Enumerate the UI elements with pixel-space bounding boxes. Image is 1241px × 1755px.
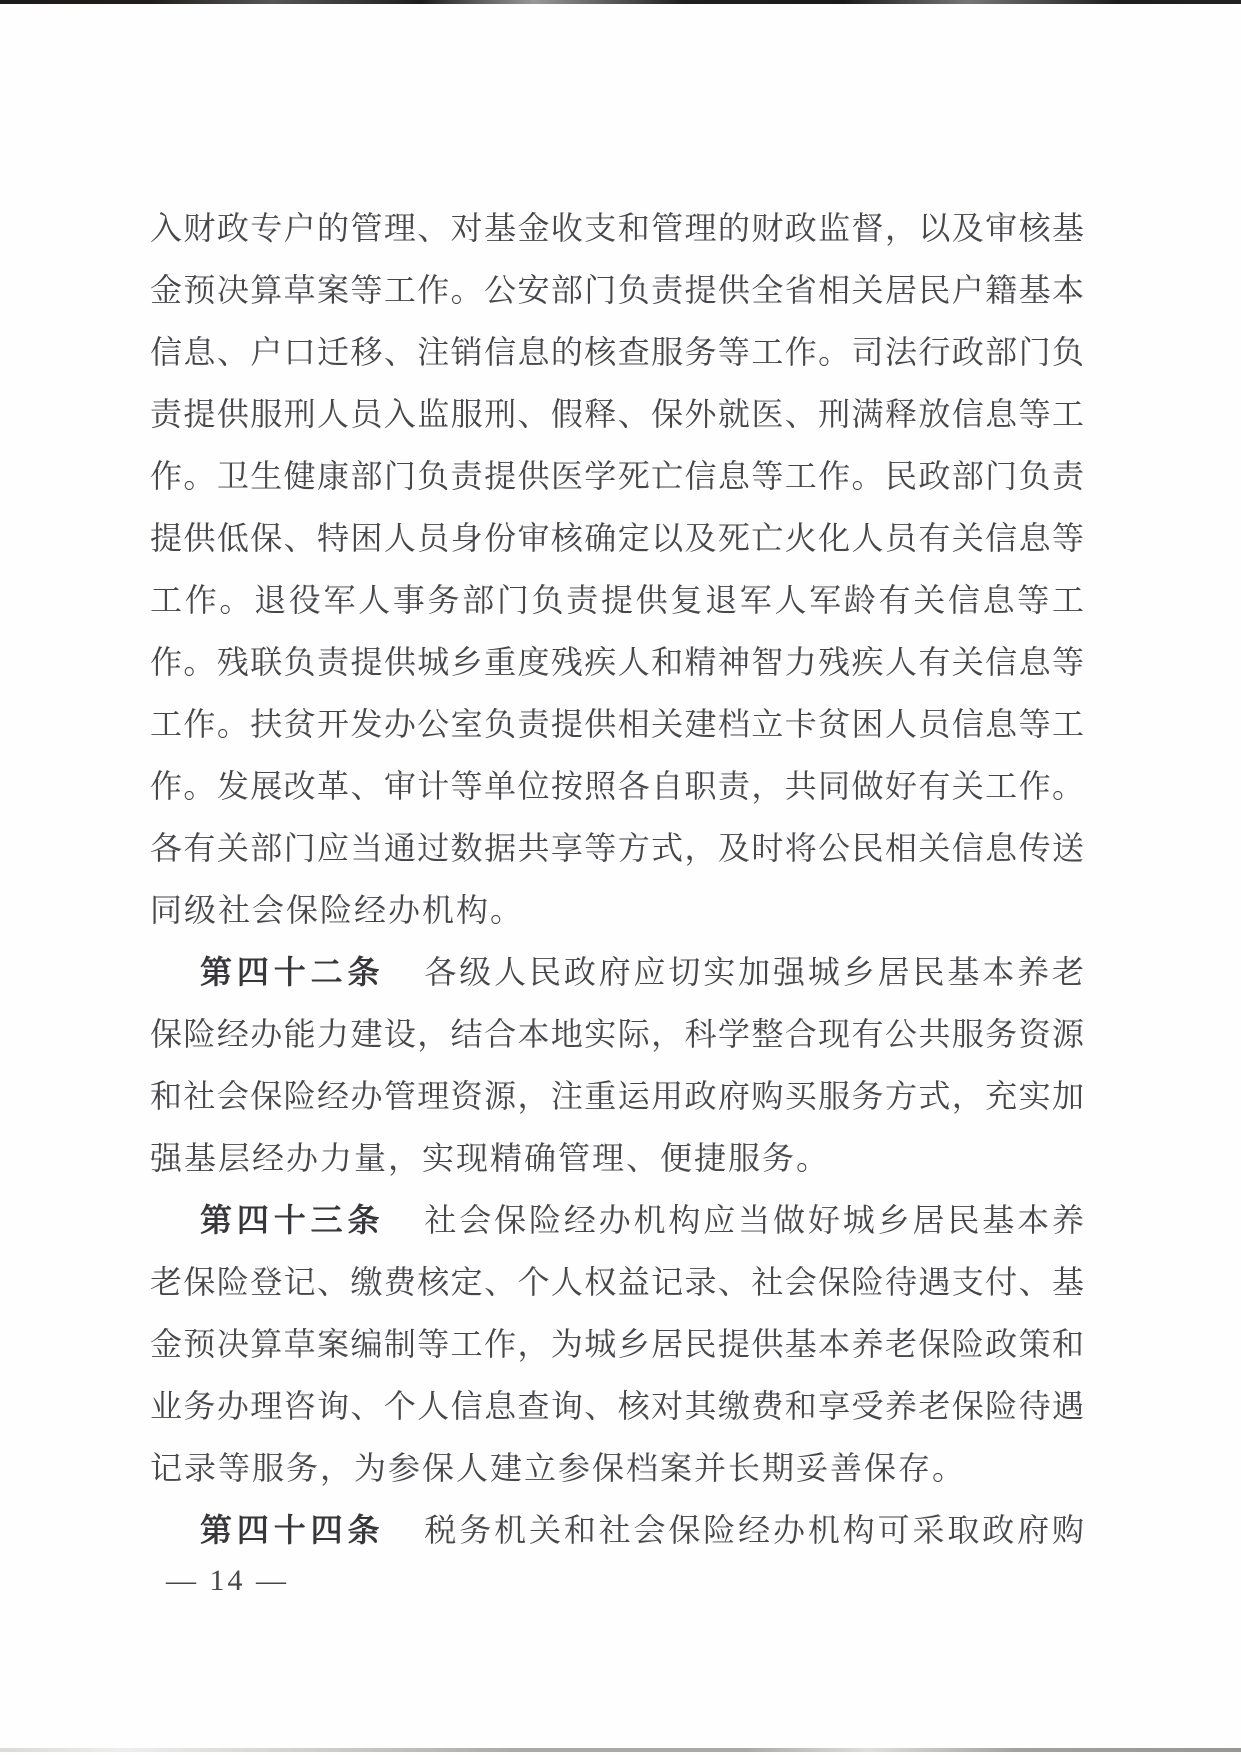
text-line	[150, 569, 1085, 631]
line-text: 强基层经办力量，实现精确管理、便捷服务。	[150, 1140, 831, 1176]
text-line	[150, 383, 1085, 445]
line-text: 工作。扶贫开发办公室负责提供相关建档立卡贫困人员信息等工	[150, 706, 1085, 742]
line-text: 工作。退役军人事务部门负责提供复退军人军龄有关信息等工	[150, 582, 1085, 618]
line-text: 作。卫生健康部门负责提供医学死亡信息等工作。民政部门负责	[150, 458, 1085, 494]
line-text: 社会保险经办机构应当做好城乡居民基本养	[424, 1202, 1085, 1238]
text-line	[150, 1251, 1085, 1313]
line-text: 提供低保、特困人员身份审核确定以及死亡火化人员有关信息等	[150, 520, 1085, 556]
line-text: 和社会保险经办管理资源，注重运用政府购买服务方式，充实加	[150, 1078, 1085, 1114]
text-line	[150, 259, 1085, 321]
text-line	[150, 321, 1085, 383]
text-line	[150, 445, 1085, 507]
article-number: 第四十四条	[200, 1512, 385, 1548]
line-text: 入财政专户的管理、对基金收支和管理的财政监督，以及审核基	[150, 210, 1085, 246]
footer-page-number: — 14 —	[166, 1564, 289, 1597]
article-line	[150, 1499, 1085, 1561]
line-text: 责提供服刑人员入监服刑、假释、保外就医、刑满释放信息等工	[150, 396, 1085, 432]
line-text: 保险经办能力建设，结合本地实际，科学整合现有公共服务资源	[150, 1016, 1085, 1052]
line-text: 各级人民政府应切实加强城乡居民基本养老	[424, 954, 1085, 990]
article-line	[150, 941, 1085, 1003]
line-text: 各有关部门应当通过数据共享等方式，及时将公民相关信息传送	[150, 830, 1085, 866]
line-text: 老保险登记、缴费核定、个人权益记录、社会保险待遇支付、基	[150, 1264, 1085, 1300]
article-number: 第四十二条	[200, 954, 385, 990]
line-text: 记录等服务，为参保人建立参保档案并长期妥善保存。	[150, 1450, 967, 1486]
line-text: 同级社会保险经办机构。	[150, 892, 525, 928]
scan-edge-bottom-artifact	[0, 1748, 1241, 1752]
text-line	[150, 1437, 1085, 1499]
scan-edge-top-artifact	[0, 0, 1241, 4]
line-text: 税务机关和社会保险经办机构可采取政府购	[424, 1512, 1085, 1548]
article-line	[150, 1189, 1085, 1251]
document-body	[150, 197, 1085, 1561]
line-text: 信息、户口迁移、注销信息的核查服务等工作。司法行政部门负	[150, 334, 1085, 370]
text-line	[150, 197, 1085, 259]
text-line	[150, 507, 1085, 569]
article-number: 第四十三条	[200, 1202, 385, 1238]
text-line	[150, 1003, 1085, 1065]
text-line	[150, 879, 1085, 941]
text-line	[150, 1065, 1085, 1127]
line-text: 金预决算草案等工作。公安部门负责提供全省相关居民户籍基本	[150, 272, 1085, 308]
text-line	[150, 1375, 1085, 1437]
line-text: 作。发展改革、审计等单位按照各自职责，共同做好有关工作。	[150, 768, 1085, 804]
line-text: 业务办理咨询、个人信息查询、核对其缴费和享受养老保险待遇	[150, 1388, 1085, 1424]
text-line	[150, 755, 1085, 817]
text-line	[150, 631, 1085, 693]
line-text: 作。残联负责提供城乡重度残疾人和精神智力残疾人有关信息等	[150, 644, 1085, 680]
text-line	[150, 1313, 1085, 1375]
text-line	[150, 693, 1085, 755]
text-line	[150, 1127, 1085, 1189]
line-text: 金预决算草案编制等工作，为城乡居民提供基本养老保险政策和	[150, 1326, 1085, 1362]
text-line	[150, 817, 1085, 879]
